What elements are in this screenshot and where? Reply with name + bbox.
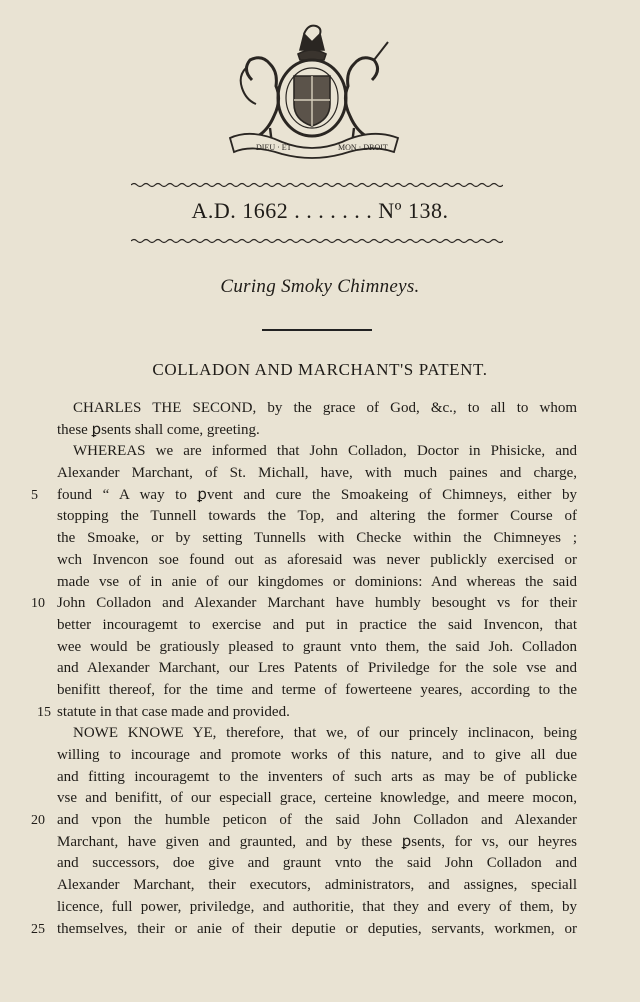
text-line — [57, 420, 577, 442]
line-text: made vse of in anie of our kingdomes or dominions: And whereas the said — [57, 573, 577, 590]
line-text: found “ A way to ꝑvent and cure the Smoakeing of Chimneys, either by — [57, 486, 577, 503]
header-leader: . . . . . . . — [294, 198, 373, 223]
text-line — [57, 637, 577, 659]
text-line — [57, 506, 577, 528]
crest-motto-left: DIEU · ET — [256, 143, 292, 152]
line-text: wee would be gratiously pleased to graunt vnto them, the said Joh. Colladon — [57, 638, 577, 655]
text-line — [57, 463, 577, 485]
crest-motto-right: MON · DROIT — [338, 143, 388, 152]
line-text: and successors, doe give and graunt vnto the said John Colladon and — [57, 855, 577, 872]
text-line — [57, 723, 577, 745]
text-line — [57, 832, 577, 854]
text-line — [31, 810, 577, 832]
line-text: Alexander Marchant, their executors, administrators, and assignes, speciall — [57, 877, 577, 894]
line-text: Marchant, have given and graunted, and by these ꝑsents, for vs, our heyres — [57, 833, 577, 850]
line-number: 10 — [31, 596, 45, 612]
line-text: licence, full power, priviledge, and authoritie, that they and every of them, by — [57, 898, 577, 915]
text-line — [57, 441, 577, 463]
line-text: these ꝑsents shall come, greeting. — [57, 421, 260, 438]
text-line — [31, 593, 577, 615]
text-line — [57, 615, 577, 637]
text-line — [57, 680, 577, 702]
line-text: Alexander Marchant, of St. Michall, have, with much paines and charge, — [57, 465, 577, 482]
patent-body — [31, 398, 577, 940]
text-line — [57, 788, 577, 810]
section-divider — [262, 329, 372, 331]
patent-year: A.D. 1662 — [191, 198, 289, 223]
text-line — [57, 745, 577, 767]
line-text: and Alexander Marchant, our Lres Patents of Priviledge for the sole vse and — [57, 660, 577, 677]
patent-subject: Curing Smoky Chimneys. — [220, 276, 420, 297]
text-line — [57, 853, 577, 875]
line-number: 5 — [31, 487, 38, 503]
text-line — [37, 702, 577, 724]
text-line — [57, 550, 577, 572]
line-text: stopping the Tunnell towards the Top, and altering the former Course of — [57, 508, 577, 525]
line-text: better incouragemt to exercise and put in practice the said Invencon, that — [57, 616, 577, 633]
patent-title: COLLADON AND MARCHANT'S PATENT. — [152, 360, 488, 379]
text-line — [57, 658, 577, 680]
line-text: themselves, their or anie of their deputie or deputies, servants, workmen, or — [57, 920, 577, 937]
text-line — [57, 875, 577, 897]
line-text: and vpon the humble peticon of the said John Colladon and Alexander — [57, 812, 577, 829]
text-line — [57, 398, 577, 420]
bottom-ornamental-rule — [131, 238, 503, 244]
text-line — [57, 572, 577, 594]
text-line — [57, 767, 577, 789]
line-text: the Smoake, or by setting Tunnells with Checke within the Chimneyes ; — [57, 530, 577, 547]
line-text: wch Invencon soe found out as aforesaid was never publickly exercised or — [57, 551, 577, 568]
line-text: WHEREAS we are informed that John Colladon, Doctor in Phisicke, and — [73, 443, 577, 460]
line-number: 20 — [31, 813, 45, 829]
top-ornamental-rule — [131, 182, 503, 188]
line-text: vse and benifitt, of our especiall grace, certeine knowledge, and meere mocon, — [57, 790, 577, 807]
line-text: willing to incourage and promote works of this nature, and to give all due — [57, 747, 577, 763]
line-text: and fitting incouragemt to the inventers of such arts as may be of publicke — [57, 768, 577, 785]
line-text: benifitt thereof, for the time and terme of fowerteene yeares, according to the — [57, 681, 577, 698]
line-text: CHARLES THE SECOND, by the grace of God, &c., to all to whom — [73, 400, 577, 416]
royal-crest-icon — [212, 20, 412, 160]
patent-header — [0, 198, 640, 224]
line-number: 15 — [37, 704, 51, 720]
text-line — [31, 919, 577, 941]
text-line — [57, 897, 577, 919]
line-text: NOWE KNOWE YE, therefore, that we, of our princely inclinacon, being — [73, 725, 577, 742]
text-line — [31, 485, 577, 507]
text-line — [57, 528, 577, 550]
line-number: 25 — [31, 921, 45, 937]
patent-number: Nº 138. — [378, 198, 449, 223]
line-text: statute in that case made and provided. — [57, 703, 290, 720]
line-text: John Colladon and Alexander Marchant have humbly besought vs for their — [57, 595, 577, 612]
